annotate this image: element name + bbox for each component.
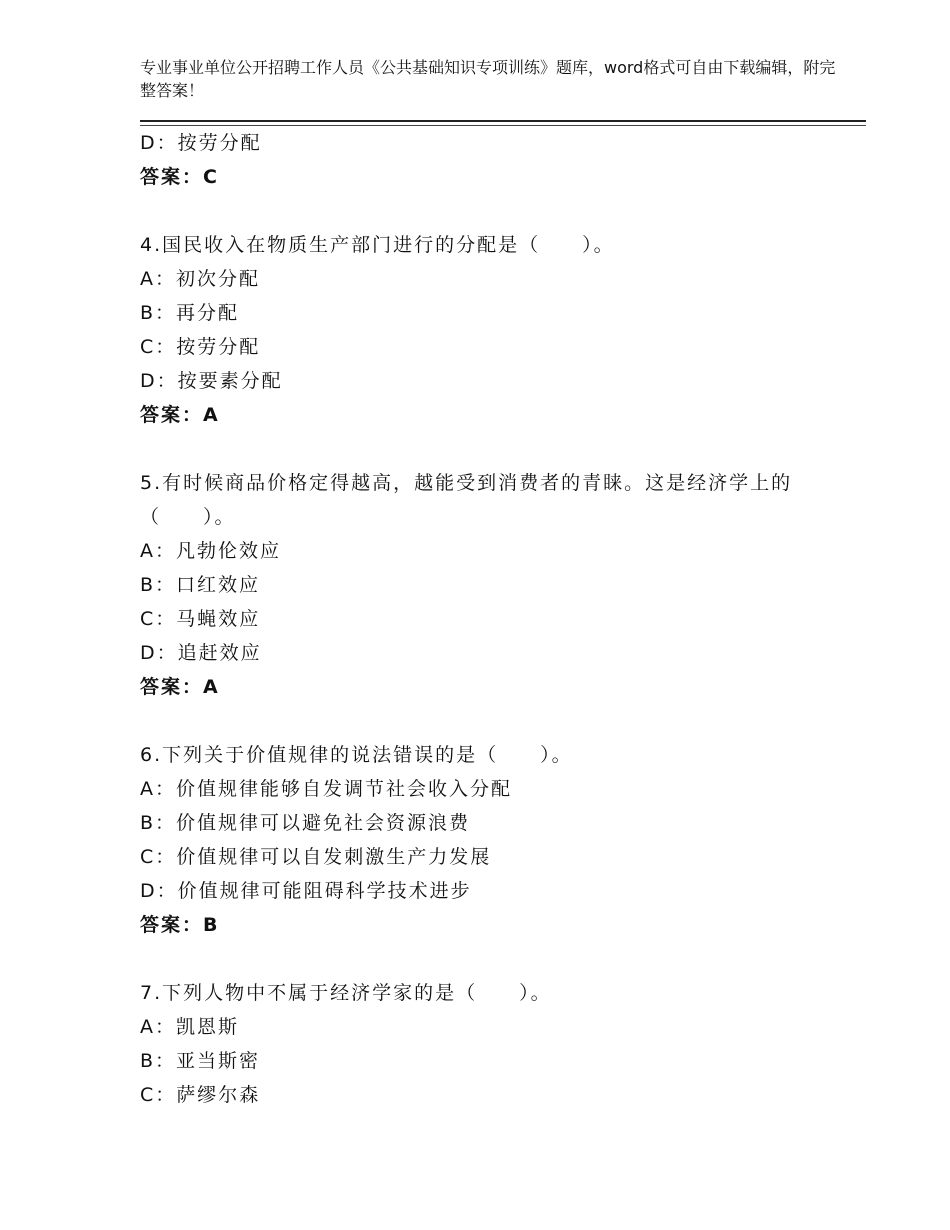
answer: 答案：A <box>140 404 220 426</box>
option-d: D：按要素分配 <box>140 370 283 392</box>
option-c: C：按劳分配 <box>140 336 261 358</box>
answer: 答案：B <box>140 914 220 936</box>
option-a: A：凡勃伦效应 <box>140 540 281 562</box>
question-text: 4.国民收入在物质生产部门进行的分配是（ ）。 <box>140 234 615 256</box>
question-6 <box>140 738 820 942</box>
question-list <box>140 126 820 1112</box>
option-b: B：价值规律可以避免社会资源浪费 <box>140 812 471 834</box>
answer: 答案：A <box>140 676 220 698</box>
question-text: 5.有时候商品价格定得越高，越能受到消费者的青睐。这是经济学上的（ ）。 <box>140 472 793 528</box>
option-c: C：价值规律可以自发刺激生产力发展 <box>140 846 492 868</box>
option-a: A：凯恩斯 <box>140 1016 239 1038</box>
question-text: 6.下列关于价值规律的说法错误的是（ ）。 <box>140 744 573 766</box>
spacer <box>140 432 820 466</box>
option-d: D：按劳分配 <box>140 132 262 154</box>
option-a: A：初次分配 <box>140 268 260 290</box>
option-b: B：口红效应 <box>140 574 261 596</box>
option-c: C：萨缪尔森 <box>140 1084 261 1106</box>
option-d: D：价值规律可能阻碍科学技术进步 <box>140 880 472 902</box>
answer: 答案：C <box>140 166 219 188</box>
option-c: C：马蝇效应 <box>140 608 261 630</box>
spacer <box>140 704 820 738</box>
option-a: A：价值规律能够自发调节社会收入分配 <box>140 778 512 800</box>
document-header: 专业事业单位公开招聘工作人员《公共基础知识专项训练》题库，word格式可自由下载编辑，附完整答案！ <box>140 58 836 100</box>
question-7 <box>140 976 820 1112</box>
option-b: B：亚当斯密 <box>140 1050 261 1072</box>
question-5 <box>140 466 820 704</box>
question-text: 7.下列人物中不属于经济学家的是（ ）。 <box>140 982 552 1004</box>
spacer <box>140 194 820 228</box>
question-4 <box>140 228 820 432</box>
option-b: B：再分配 <box>140 302 240 324</box>
header-divider-thick <box>140 120 866 122</box>
option-d: D：追赶效应 <box>140 642 262 664</box>
spacer <box>140 942 820 976</box>
